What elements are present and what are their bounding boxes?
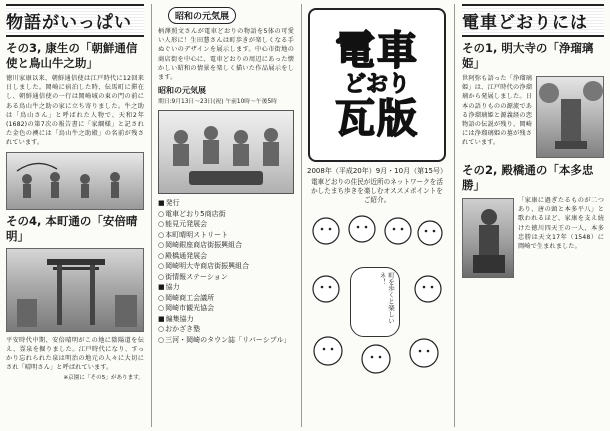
publisher-list <box>158 198 294 345</box>
intro-text: 電車どおりの住民が近所のネットワークを活かしたまち歩きを楽しむオススメポイントをご紹介。 <box>311 178 443 204</box>
story-4-title: その4, 本町通の「安倍晴明」 <box>6 213 138 243</box>
street-1-title: その1, 明大寺の「浄瑠璃姫」 <box>462 41 594 70</box>
publisher-item: ○ 三河・岡崎のタウン誌「リバーシブル」 <box>158 335 294 346</box>
statue-icon <box>463 199 514 278</box>
korean-envoy-illustration <box>6 152 144 210</box>
masthead <box>308 8 446 162</box>
street-1-body: 世阿弥も語った「浄瑠璃姫」は、江戸時代の浄瑠璃から発展しました。日本の語りものの源流である浄瑠璃姫と源義経の恋物語の伝説が残り、岡崎には浄瑠璃姫の墓が残されています。 <box>462 75 532 147</box>
story-4-body: 平安時代中期、安倍晴明がこの地に陰陽道を伝え、霊泉を掘りました。江戸時代になり、すっかり忘れられた泉は明治の地元の人々に大切にされ「晴明さん」と呼ばれています。 <box>6 336 144 372</box>
publisher-item: ○ 岡崎明大寺商店街振興組合 <box>158 261 294 272</box>
column-3 <box>302 0 452 431</box>
exhibit-info: 期日:9月13日〜23日(祝) 午前10時〜午後5時 <box>158 99 277 106</box>
column-1 <box>0 0 150 431</box>
joruri-hime-photo <box>536 76 604 158</box>
procession-icon <box>7 153 144 210</box>
publisher-item: ○ 岡崎市観光協会 <box>158 303 294 314</box>
publisher-heading: ■ 発行 <box>158 198 294 209</box>
section-header-street: 電車どおりには <box>462 4 604 37</box>
story-3-title: その3, 康生の「朝鮮通信使と鳥山牛之助」 <box>6 41 138 70</box>
publisher-item: ○ 能見元発展会 <box>158 219 294 230</box>
column-4 <box>456 0 610 431</box>
exhibit-intro: 柄澤照文さんが電車どおりの物語を5体の可愛い人形に！生田慧さんは町歩きが楽しくなる手ぬぐいのデザインを展示します。中心市街地の商店街を中心に、電車どおりの周辺にあった懐かしい昭和の情景を楽しく描いた作品展示をします。 <box>158 28 294 82</box>
street-2-body: 「家康に過ぎたるものが二つあり、唐の頭と本多平八」と歌われるほど、家康を支え続けた徳川四天王の一人、本多忠勝は天文17年（1548）に岡崎で生まれました。 <box>518 197 604 251</box>
photo-caption: ※京園に「その5」があります。 <box>63 375 144 382</box>
exhibit-tag: 昭和の元気展 <box>168 7 236 24</box>
issue-date: 2008年（平成20年）9月・10月（第15号） <box>307 167 447 175</box>
doll-display-photo <box>158 110 294 194</box>
publisher-item: ○ おかざき塾 <box>158 324 294 335</box>
publisher-item: ○ 街情報ステーション <box>158 272 294 283</box>
exhibit-label: 昭和の元気展 <box>158 86 206 96</box>
publisher-item: ○ 殿橋通発展会 <box>158 251 294 262</box>
honda-tadakatsu-statue-photo <box>462 198 514 278</box>
masthead-line-2: どおり <box>343 72 410 97</box>
torii-icon <box>7 249 144 332</box>
publisher-heading: ■ 協力 <box>158 282 294 293</box>
section-header-stories: 物語がいっぱい <box>6 4 144 37</box>
dolls-icon <box>159 111 293 193</box>
publisher-item: ○ 本町晴明ストリート <box>158 230 294 241</box>
street-2-title: その2, 殿橋通の「本多忠勝」 <box>462 163 594 192</box>
publisher-heading: ■ 編集協力 <box>158 314 294 325</box>
story-3-body: 徳川家康以来、朝鮮通信使は江戸時代に12回来日しました。岡崎に宿泊した時、伝馬町に滞在し、朝鮮通信使の一行は岡崎城の東の門の前にある鳥山牛之助の家に立ち寄りました。牛之助は「鳥山さん」と呼ばれた人物で、天和2年(1682)の第7次の報告書に「家綱様」と記された金色の襖には「鳥山牛之助殿」の名前が残されています。 <box>6 75 144 147</box>
publisher-item: ○ 電車どおり5商店街 <box>158 209 294 220</box>
masthead-line-3: 瓦版 <box>335 96 419 142</box>
grave-stone-icon <box>537 77 604 158</box>
column-2 <box>152 0 300 431</box>
divider <box>454 4 455 427</box>
publisher-item: ○ 岡崎商工会議所 <box>158 293 294 304</box>
publisher-item: ○ 岡崎銀座商店街振興組合 <box>158 240 294 251</box>
seimei-shrine-photo <box>6 248 144 332</box>
residents-illustration <box>306 211 448 389</box>
masthead-line-1: 電車 <box>335 28 419 74</box>
speech-bubble: 町を歩くと楽しいネ！ <box>350 267 400 337</box>
